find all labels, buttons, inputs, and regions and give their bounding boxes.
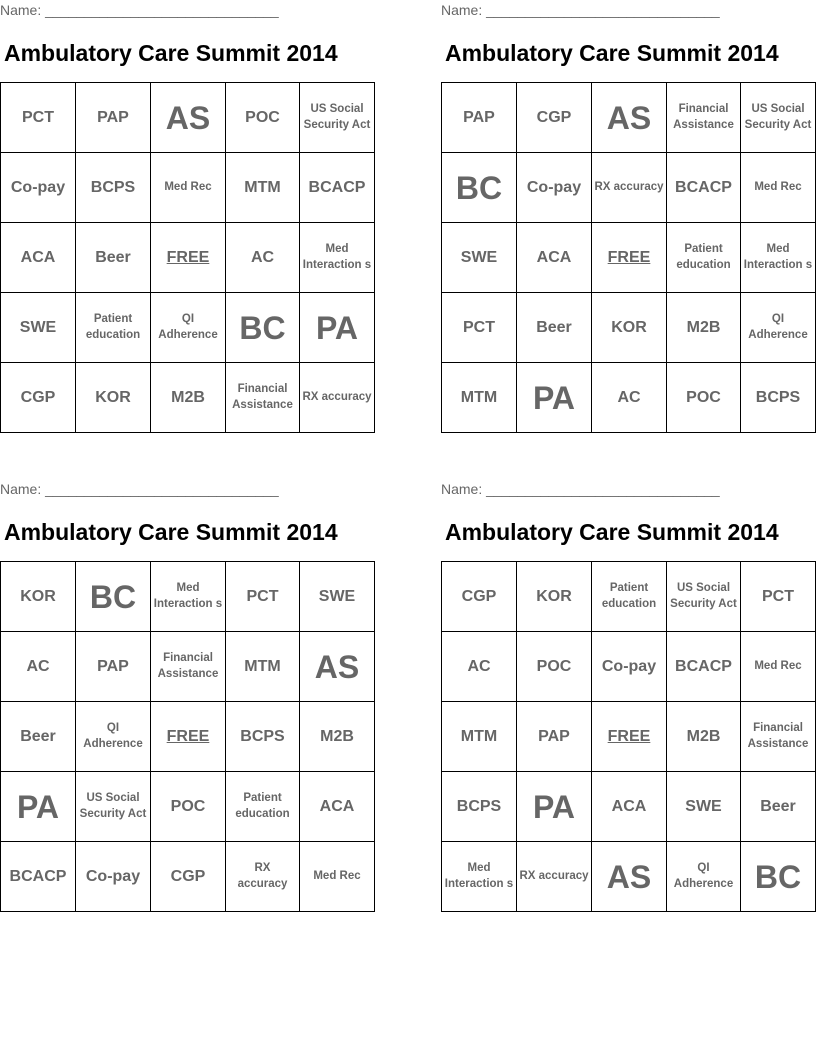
bingo-cell: BCPS [226, 702, 300, 772]
bingo-cell: M2B [667, 293, 741, 363]
bingo-cell: Med Rec [151, 153, 226, 223]
bingo-cell: Med Rec [741, 632, 816, 702]
card-title: Ambulatory Care Summit 2014 [4, 519, 338, 545]
bingo-cell: Financial Assistance [667, 83, 741, 153]
bingo-cell: Beer [517, 293, 592, 363]
bingo-cell: MTM [442, 702, 517, 772]
bingo-cell: SWE [667, 772, 741, 842]
bingo-cell: CGP [151, 842, 226, 912]
bingo-cell: AS [592, 83, 667, 153]
bingo-grid [441, 561, 816, 912]
bingo-cell: AC [1, 632, 76, 702]
bingo-cell: CGP [1, 363, 76, 433]
bingo-cell: AC [226, 223, 300, 293]
bingo-cell: ACA [517, 223, 592, 293]
bingo-cell: QI Adherence [667, 842, 741, 912]
bingo-cell: Co-pay [76, 842, 151, 912]
bingo-cell: RX accuracy [517, 842, 592, 912]
bingo-cell: AC [442, 632, 517, 702]
bingo-cell: Beer [1, 702, 76, 772]
bingo-cell: QI Adherence [741, 293, 816, 363]
bingo-cell: ACA [592, 772, 667, 842]
bingo-cell: Co-pay [592, 632, 667, 702]
bingo-cell: Co-pay [1, 153, 76, 223]
bingo-cell: BC [226, 293, 300, 363]
bingo-cell: US Social Security Act [300, 83, 375, 153]
bingo-cell: PAP [76, 632, 151, 702]
bingo-cell: KOR [517, 562, 592, 632]
card-title: Ambulatory Care Summit 2014 [4, 40, 338, 66]
bingo-cell: PAP [442, 83, 517, 153]
bingo-cell: BCACP [667, 153, 741, 223]
bingo-cell: Med Interaction s [741, 223, 816, 293]
bingo-cell: AS [300, 632, 375, 702]
bingo-cell: US Social Security Act [741, 83, 816, 153]
bingo-cell: ACA [1, 223, 76, 293]
free-space-cell: FREE [592, 223, 667, 293]
bingo-cell: BC [741, 842, 816, 912]
bingo-cell: Financial Assistance [151, 632, 226, 702]
bingo-cell: Financial Assistance [741, 702, 816, 772]
card-title: Ambulatory Care Summit 2014 [445, 40, 779, 66]
bingo-cell: PA [300, 293, 375, 363]
bingo-cell: BCACP [1, 842, 76, 912]
bingo-cell: AS [592, 842, 667, 912]
bingo-cell: BCPS [442, 772, 517, 842]
bingo-cell: Med Interaction s [151, 562, 226, 632]
bingo-cell: QI Adherence [76, 702, 151, 772]
bingo-grid [0, 561, 375, 912]
bingo-cell: BC [442, 153, 517, 223]
bingo-grid [0, 82, 375, 433]
bingo-cell: US Social Security Act [667, 562, 741, 632]
bingo-cell: CGP [517, 83, 592, 153]
bingo-cell: ACA [300, 772, 375, 842]
bingo-cell: PCT [442, 293, 517, 363]
bingo-cell: M2B [667, 702, 741, 772]
card-title: Ambulatory Care Summit 2014 [445, 519, 779, 545]
bingo-cell: SWE [442, 223, 517, 293]
bingo-cell: QI Adherence [151, 293, 226, 363]
bingo-cell: Beer [741, 772, 816, 842]
bingo-cell: Med Rec [741, 153, 816, 223]
bingo-cell: PA [1, 772, 76, 842]
bingo-cell: AS [151, 83, 226, 153]
name-field: Name: ______________________________ [441, 481, 720, 497]
bingo-cell: KOR [592, 293, 667, 363]
bingo-cell: KOR [1, 562, 76, 632]
bingo-cell: SWE [1, 293, 76, 363]
bingo-cell: PA [517, 363, 592, 433]
bingo-cell: PA [517, 772, 592, 842]
bingo-cell: Patient education [226, 772, 300, 842]
bingo-cell: CGP [442, 562, 517, 632]
bingo-cell: PCT [1, 83, 76, 153]
bingo-cell: PCT [741, 562, 816, 632]
bingo-cell: Med Interaction s [442, 842, 517, 912]
bingo-cell: Patient education [667, 223, 741, 293]
bingo-cell: BCPS [741, 363, 816, 433]
bingo-cell: BCACP [667, 632, 741, 702]
bingo-cell: PCT [226, 562, 300, 632]
bingo-cell: Patient education [592, 562, 667, 632]
bingo-cell: MTM [226, 632, 300, 702]
bingo-cell: Patient education [76, 293, 151, 363]
bingo-cell: BC [76, 562, 151, 632]
bingo-cell: KOR [76, 363, 151, 433]
bingo-grid [441, 82, 816, 433]
bingo-cell: RX accuracy [300, 363, 375, 433]
bingo-cell: Med Interaction s [300, 223, 375, 293]
bingo-cell: RX accuracy [592, 153, 667, 223]
free-space-cell: FREE [592, 702, 667, 772]
bingo-cell: Beer [76, 223, 151, 293]
free-space-cell: FREE [151, 223, 226, 293]
bingo-cell: Med Rec [300, 842, 375, 912]
bingo-cell: US Social Security Act [76, 772, 151, 842]
bingo-cell: AC [592, 363, 667, 433]
bingo-cell: POC [226, 83, 300, 153]
name-field: Name: ______________________________ [0, 2, 279, 18]
bingo-cell: M2B [151, 363, 226, 433]
bingo-cell: MTM [442, 363, 517, 433]
bingo-cell: PAP [76, 83, 151, 153]
bingo-cell: PAP [517, 702, 592, 772]
name-field: Name: ______________________________ [441, 2, 720, 18]
bingo-cell: MTM [226, 153, 300, 223]
bingo-cell: POC [667, 363, 741, 433]
bingo-cell: POC [517, 632, 592, 702]
bingo-cell: RX accuracy [226, 842, 300, 912]
bingo-cell: POC [151, 772, 226, 842]
bingo-cell: BCACP [300, 153, 375, 223]
bingo-cell: Financial Assistance [226, 363, 300, 433]
bingo-cell: Co-pay [517, 153, 592, 223]
bingo-cell: SWE [300, 562, 375, 632]
bingo-cell: M2B [300, 702, 375, 772]
free-space-cell: FREE [151, 702, 226, 772]
bingo-cell: BCPS [76, 153, 151, 223]
name-field: Name: ______________________________ [0, 481, 279, 497]
